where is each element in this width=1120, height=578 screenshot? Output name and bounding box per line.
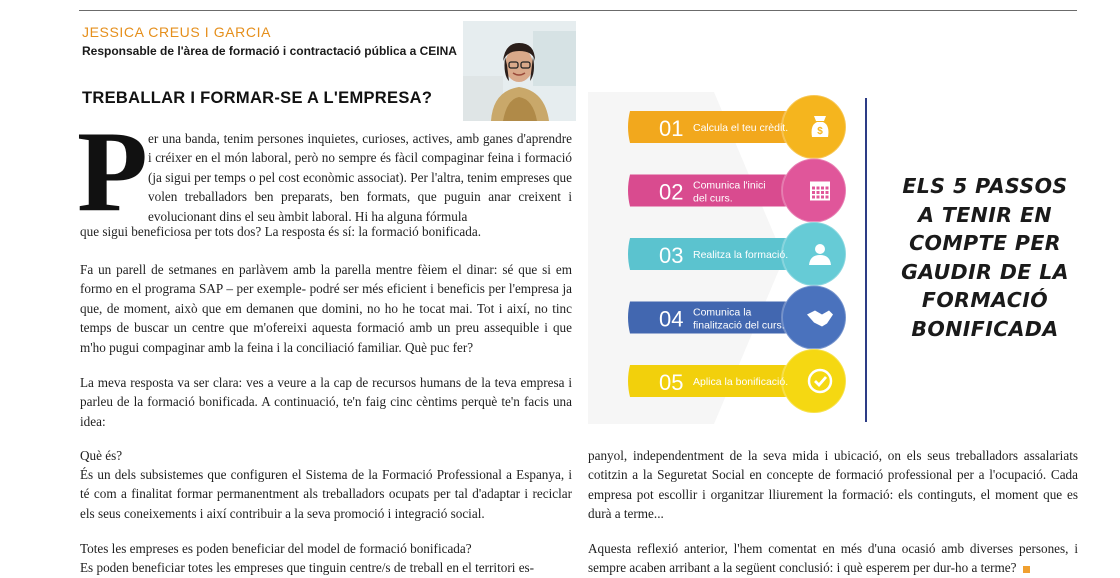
article-title: TREBALLAR I FORMAR-SE A L'EMPRESA? <box>82 89 433 107</box>
paragraph-conclusion <box>588 539 1078 578</box>
drop-cap: P <box>77 108 148 236</box>
paragraph-intro: er una banda, tenim persones inquietes, curioses, actives, amb ganes d'aprendre i créixer en el món laboral, però no sempre és fàcil compaginar feina i formació (ja sigui per temps o pel cost econòmic associat). Per l'altra, tenim empreses que volen treballadors ben preparats, ben formats, que puguin anar creixent i evolucionant dins el seu àmbit laboral. Hi ha alguna fórmula <box>148 131 572 224</box>
conclusion-text: Aquesta reflexió anterior, l'hem comentat en més d'una ocasió amb diverses persones, i sempre acaben arribant a la següent conclusió: i què esperem per dur-ho a terme? <box>588 541 1078 576</box>
infographic-divider <box>865 98 867 422</box>
question-heading-what: Què és? <box>80 448 123 463</box>
step-label: Aplica la bonificació. <box>693 376 789 388</box>
side-title-line: ELS 5 PASSOS <box>902 174 1068 198</box>
paragraph-intro-end: que sigui beneficiosa per tots dos? La resposta és sí: la formació bonificada. <box>80 224 481 239</box>
step-label: del curs. <box>693 192 733 205</box>
author-photo <box>463 21 576 121</box>
step-label: Comunica la <box>693 306 752 319</box>
end-mark <box>1023 566 1030 573</box>
paragraph-example: Fa un parell de setmanes en parlàvem amb la parella mentre fèiem el dinar: sé que si em formo en el programa SAP – per exemple- podré ser més eficient i beneficis per l'empresa ja que, de moment, això que em demanen que domini, no ho he tocat mai. Tot i així, no tinc temps de buscar un centre que m'ofereixi aquesta formació amb un preu assequible i que m'ho pugui compaginar amb la feina i la conciliació familiar. Què puc fer? <box>80 262 572 355</box>
step-label: finalització del curs. <box>693 319 785 332</box>
step-label: Realitza la formació. <box>693 249 789 261</box>
top-rule <box>79 10 1077 11</box>
side-title-line: A TENIR EN <box>918 202 1052 227</box>
steps-infographic <box>584 92 880 424</box>
side-title-line: FORMACIÓ <box>921 288 1049 312</box>
paragraph-companies: Es poden beneficiar totes les empreses que tinguin centre/s de treball en el territori es- <box>80 560 535 575</box>
question-heading-companies: Totes les empreses es poden beneficiar del model de formació bonificada? <box>80 541 472 556</box>
step-number: 01 <box>659 116 684 141</box>
step-number: 02 <box>659 179 684 205</box>
svg-text:$: $ <box>817 126 823 137</box>
step-label: Comunica l'inici <box>693 179 766 192</box>
side-title-line: GAUDIR DE LA <box>901 259 1069 284</box>
step-number: 03 <box>659 243 684 268</box>
step-label: Calcula el teu crèdit. <box>693 122 789 134</box>
side-title-line: BONIFICADA <box>911 316 1059 341</box>
paragraph-what: És un dels subsistemes que configuren el Sistema de la Formació Professional a Espanya, i té com a finalitat formar permanentment als treballadors ocupats per tal d'adaptar i reciclar els seus coneixements i així contribuir a la seva promoció i integració social. <box>80 467 572 521</box>
paragraph-answer: La meva resposta va ser clara: ves a veure a la cap de recursos humans de la teva empresa i parleu de la formació bonificada. A continuació, te'n faig cinc cèntims perquè te'n facis una idea: <box>80 375 572 429</box>
paragraph-companies-cont: panyol, independentment de la seva mida i ubicació, on els seus treballadors assalariats cotitzin a la Seguretat Social en concepte de formació professional per a l'ocupació. Cada empresa pot escollir i organitzar lliurement la formació: els continguts, el moment que es durà a terme... <box>588 448 1078 522</box>
side-title-line: COMPTE PER <box>909 231 1061 255</box>
steps-svg <box>584 92 880 424</box>
author-name: JESSICA CREUS I GARCIA <box>82 24 272 40</box>
infographic-title <box>880 172 1090 343</box>
calendar-icon <box>810 182 830 201</box>
author-role: Responsable de l'àrea de formació i contractació pública a CEINA <box>82 44 457 58</box>
step-number: 04 <box>659 306 684 332</box>
step-number: 05 <box>659 370 684 395</box>
